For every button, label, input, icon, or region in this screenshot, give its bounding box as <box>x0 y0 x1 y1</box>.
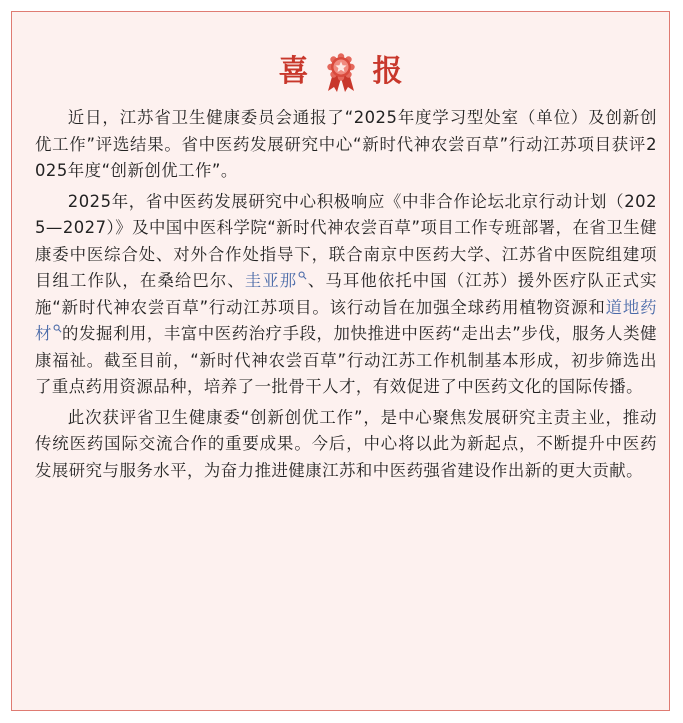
paragraph-1: 近日，江苏省卫生健康委员会通报了“2025年度学习型处室（单位）及创新创优工作”评选结果。省中医药发展研究中心“新时代神农尝百草”行动江苏项目获评2025年度“创新创优工作”。 <box>35 108 657 180</box>
title-right-char: 报 <box>372 54 403 89</box>
page-title <box>12 50 669 94</box>
link-daodi-yaocai-label[interactable]: 道地药材 <box>35 297 658 343</box>
search-icon[interactable] <box>53 324 62 333</box>
paragraph-2 <box>35 189 657 401</box>
search-icon[interactable] <box>298 271 307 280</box>
notice-frame <box>11 11 670 711</box>
paragraph-2-text-c: 的发掘利用，丰富中医药治疗手段，加快推进中医药“走出去”步伐，服务人类健康福祉。截至目前，“新时代神农尝百草”行动江苏工作机制基本形成，初步筛选出了重点药用资源品种，培养了一批骨干人才，有效促进了中医药文化的国际传播。 <box>35 324 657 396</box>
title-left-char: 喜 <box>278 54 309 89</box>
paragraph-2-text-a: 2025年，省中医药发展研究中心积极响应《中非合作论坛北京行动计划（2025—2027）》及中国中医科学院“新时代神农尝百草”项目工作专班部署，在省卫生健康委中医综合处、对外合作处指导下，联合南京中医药大学、江苏省中医院组建项目组工作队，在桑给巴尔、 <box>35 191 657 290</box>
award-medal-icon <box>323 51 359 93</box>
link-guyana[interactable] <box>245 271 307 290</box>
paragraph-3: 此次获评省卫生健康委“创新创优工作”，是中心聚焦发展研究主责主业，推动传统医药国际交流合作的重要成果。今后，中心将以此为新起点，不断提升中医药发展研究与服务水平，为奋力推进健康江苏和中医药强省建设作出新的更大贡献。 <box>35 407 657 480</box>
link-guyana-label[interactable]: 圭亚那 <box>244 271 298 290</box>
article-body <box>35 105 657 488</box>
paragraph-2-text-b: 、马耳他依托中国（江苏）援外医疗队正式实施“新时代神农尝百草”行动江苏项目。该行动旨在加强全球药用植物资源和 <box>35 271 658 317</box>
